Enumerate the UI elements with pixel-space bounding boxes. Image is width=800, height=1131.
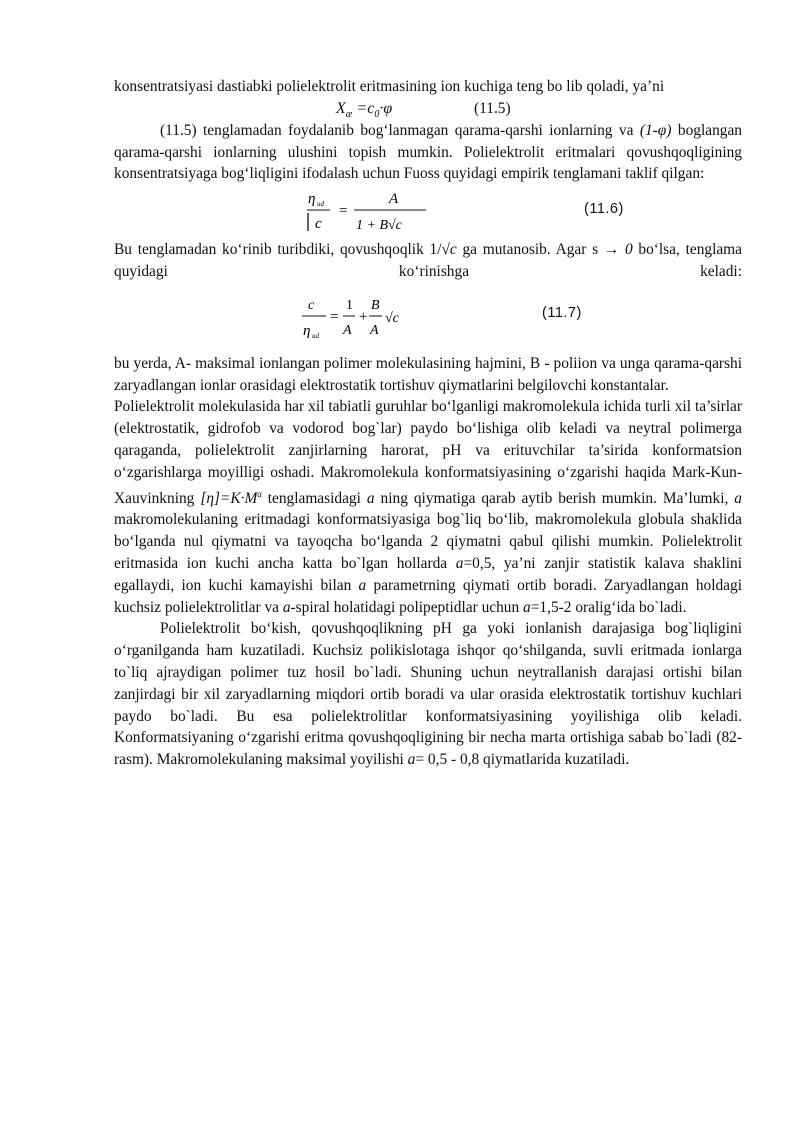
svg-text:c: c bbox=[315, 216, 322, 233]
svg-text:ud: ud bbox=[312, 331, 319, 340]
svg-text:c: c bbox=[308, 297, 315, 313]
paragraph-6: Polielektrolit bo‘kish, qovushqoqlikning pH ga yoki ionlanish darajasiga bog`liqligini o‘rganilganda ham kuzatiladi. Kuchsiz polikislotaga ishqor qo‘shilganda, suvli eritmada ionlarga to`liq ajraydigan polimer tuz hosil bo`ladi. Shuning uchun neytrallanish darajasi ortishi bilan zanjirdagi bir xil zaryadlarning miqdori ortib boradi va ular orasida elektrostatik tortishuv kuchlari paydo bo`ladi. Bu esa polielektrolitlar konformatsiyasining yoyilishiga olib keladi. Konformatsiyaning o‘zgarishi eritma qovushqoqligining bir necha marta ortishiga sabab bo`ladi (82-rasm). Makromolekulaning maksimal yoyilishi a= 0,5 - 0,8 qiymatlarida kuzatiladi. bbox=[114, 620, 742, 769]
equation-11-6-formula bbox=[304, 187, 444, 239]
equation-11-7-formula bbox=[300, 291, 430, 349]
svg-text:√c: √c bbox=[385, 310, 399, 326]
svg-text:A: A bbox=[343, 322, 352, 338]
paragraph-2: (11.5) tenglamadan foydalanib bog‘lanmagan qarama-qarshi ionlarning va (1-φ) boglangan qarama-qarshi ionlarning ulushini topish mumkin. Polielektrolit eritmalari qovushqoqligining konsentratsiyaga bog‘liqligini ifodalash uchun Fuoss quyidagi empirik tenglamani taklif qilgan: bbox=[114, 121, 742, 183]
equation-formula: $X_æ =c_0\cdot\varphi$ bbox=[336, 99, 393, 120]
equation-number: (11.5) bbox=[474, 99, 511, 117]
equation-number: (11.6) bbox=[584, 201, 624, 218]
svg-text:=: = bbox=[330, 308, 339, 325]
paragraph-3: Bu tenglamadan ko‘rinib turibdiki, qovushqoqlik 1/√c ga mutanosib. Agar s → 0 bo‘lsa, tenglama quyidagi ko‘rinishga keladi: bbox=[114, 241, 742, 280]
paragraph-4: bu yerda, A- maksimal ionlangan polimer molekulasining hajmini, B - poliion va unga qarama-qarshi zaryadlangan ionlar orasidagi elektrostatik tortishuv qiymatlarini belgilovchi konstantalar. bbox=[114, 354, 742, 394]
paragraph-1: konsentratsiyasi dastiabki polielektrolit eritmasining ion kuchiga teng bo lib qoladi, ya’ni bbox=[114, 78, 665, 95]
svg-text:1 + B√c: 1 + B√c bbox=[356, 218, 402, 234]
svg-text:=: = bbox=[339, 203, 348, 220]
svg-text:ud: ud bbox=[317, 200, 324, 209]
svg-text:A: A bbox=[389, 191, 399, 208]
paragraph-5: Polielektrolit molekulasida har xil tabiatli guruhlar bo‘lganligi makromolekula ichida turli xil ta’sirlar (elektrostatik, gidrofob va vodorod bog`lar) paydo bo‘lishiga olib keladi va neytral polimerga qaraganda, polielektrolit zanjirlarning harorat, pH va erituvchilar ta’sirida konformatsion o‘zgarishlarga moyilligi oshadi. Makromolekula konformatsiyasining o‘zgarishi haqida Mark-Kun- Xauvinkning $[\eta]=K\cdot M^a$ tenglamasidagi a ning qiymatiga qarab aytib berish mumkin. Ma’lumki, a makromolekulaning eritmadagi konformatsiyasiga bog`liq bo‘lib, makromolekula globula shaklida bo‘lganda nul qiymatni va tayoqcha bo‘lganda 2 qiymatni qabul qilishi mumkin. Polielektrolit eritmasida ion kuchi ancha katta bo`lgan hollarda a=0,5, ya’ni zanjir statistik kalava shaklini egallaydi, ion kuchi kamayishi bilan a parametrning qiymati ortib boradi. Zaryadlangan holdagi kuchsiz polielektrolitlar va a-spiral holatidagi polipeptidlar uchun a=1,5-2 oralig‘ida bo`ladi. bbox=[114, 398, 742, 616]
equation-11-7 bbox=[114, 283, 742, 353]
svg-text:+: + bbox=[359, 308, 368, 325]
svg-text:A: A bbox=[370, 322, 379, 338]
equation-11-5 bbox=[114, 98, 742, 120]
svg-text:1: 1 bbox=[346, 297, 353, 313]
equation-number: (11.7) bbox=[542, 304, 582, 321]
svg-text:η: η bbox=[303, 322, 311, 339]
equation-11-6 bbox=[114, 185, 742, 239]
svg-text:η: η bbox=[308, 191, 316, 208]
document-page bbox=[114, 76, 742, 771]
svg-text:B: B bbox=[371, 297, 380, 313]
